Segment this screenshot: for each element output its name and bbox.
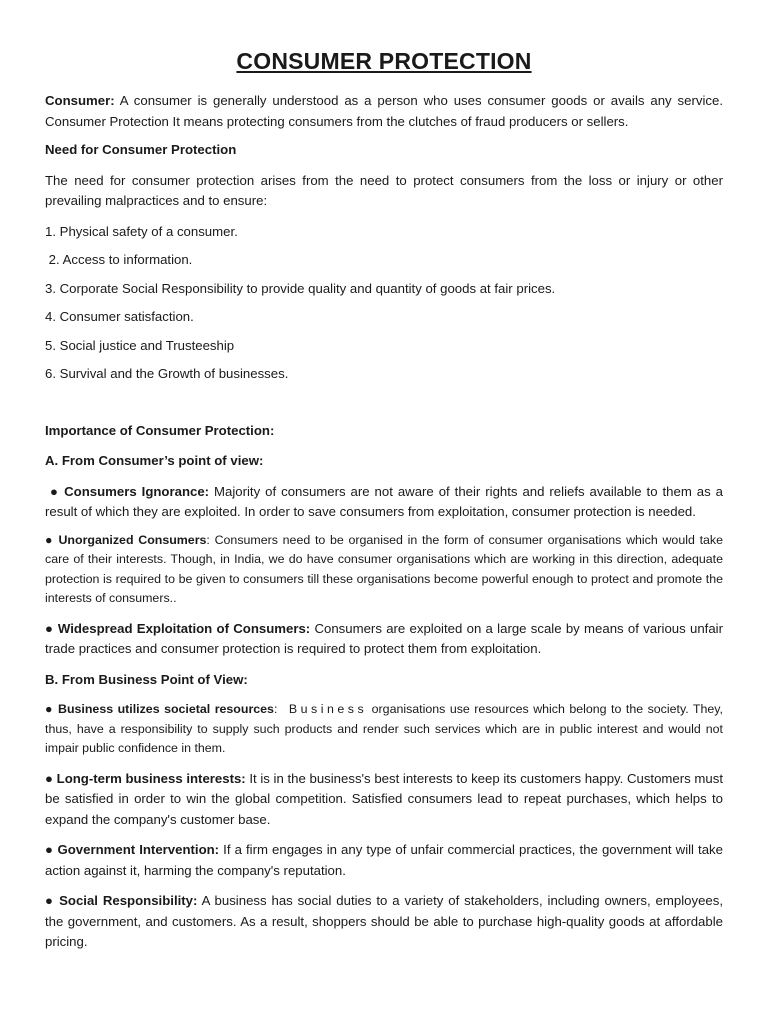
point-widespread-exploitation: ● Widespread Exploitation of Consumers: Consumers are exploited on a large scale by means of various unfair trade practices and consumer protection is required to protect them from exploitation. <box>45 620 723 656</box>
point-unorganized-consumers: ● Unorganized Consumers: Consumers need to be organised in the form of consumer organisations which would take care of their interests. Though, in India, we do have consumer organisations which are working in this direction, adequate protection is required to be given to consumers till these organisations become powerful enough to protect and promote the interests of consumers.. <box>45 532 723 605</box>
need-item: 6. Survival and the Growth of businesses. <box>45 366 289 381</box>
need-item: 4. Consumer satisfaction. <box>45 309 194 324</box>
point-social-responsibility: ● Social Responsibility: A business has social duties to a variety of stakeholders, including owners, employees, the government, and customers. As a result, shoppers should be able to purchase high-quality goods at affordable pricing. <box>45 893 723 949</box>
consumer-label: Consumer: <box>45 93 115 108</box>
consumer-definition <box>45 91 723 132</box>
need-item: 5. Social justice and Trusteeship <box>45 337 235 353</box>
section-a-heading: A. From Consumer’s point of view: <box>45 453 264 468</box>
need-heading: Need for Consumer Protection <box>45 142 237 157</box>
point-government-intervention: ● Government Intervention: If a firm engages in any type of unfair commercial practices, the government will take action against it, harming the company's reputation. <box>45 842 723 878</box>
point-consumers-ignorance: ● Consumers Ignorance: Majority of consumers are not aware of their rights and reliefs available to them as a result of which they are exploited. In order to save consumers from exploitation, consumer protection is needed. <box>45 483 723 519</box>
document-title: CONSUMER PROTECTION <box>236 48 532 74</box>
need-intro: The need for consumer protection arises from the need to protect consumers from the loss or injury or other prevailing malpractices and to ensure: <box>45 172 723 208</box>
consumer-definition-text: A consumer is generally understood as a person who uses consumer goods or avails any service. Consumer Protection It means protecting consumers from the clutches of fraud producers or sellers. <box>45 93 723 129</box>
need-list <box>45 222 723 385</box>
importance-heading: Importance of Consumer Protection: <box>45 422 275 438</box>
section-b-heading: B. From Business Point of View: <box>45 671 248 687</box>
need-item: 3. Corporate Social Responsibility to provide quality and quantity of goods at fair prices. <box>45 280 556 296</box>
point-societal-resources: ● Business utilizes societal resources: Business organisations use resources which belong to the society. They, thus, have a responsibility to supply such products and render such services which are in public interest and would not impair public confidence in them. <box>45 702 723 755</box>
need-item: 2. Access to information. <box>45 252 193 267</box>
document-page <box>45 48 723 953</box>
point-long-term-interests: ● Long-term business interests: It is in the business's best interests to keep its customers happy. Customers must be satisfied in order to win the global competition. Satisfied consumers lead to repeat purchases, which helps to expand the company's customer base. <box>45 770 723 827</box>
need-item: 1. Physical safety of a consumer. <box>45 223 238 239</box>
